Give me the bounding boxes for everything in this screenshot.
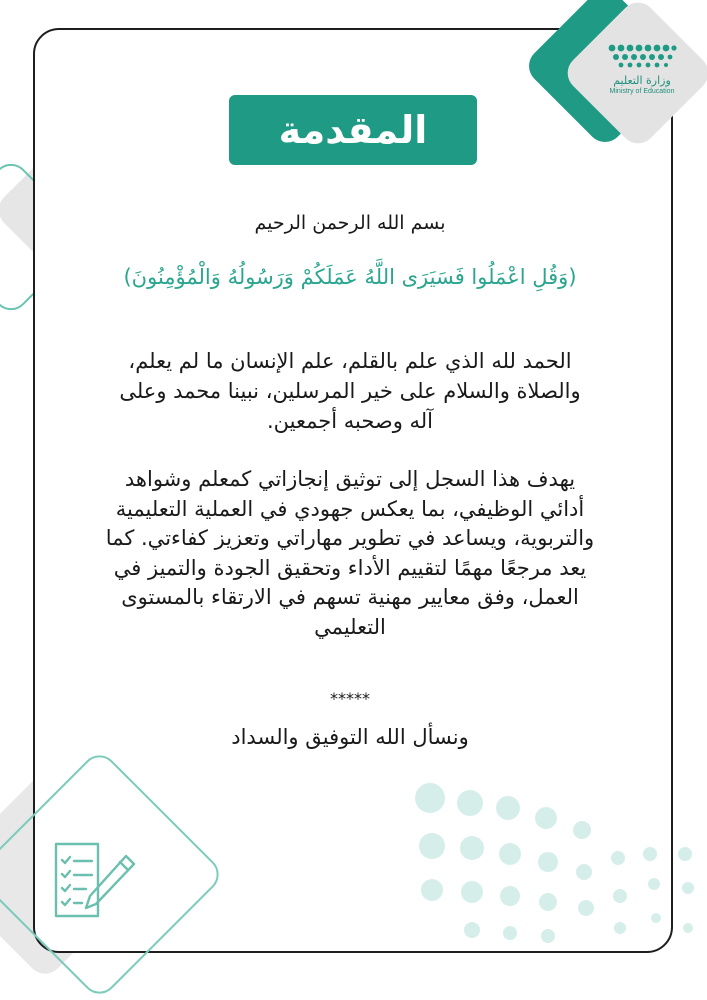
logo-name-arabic: وزارة التعليم	[613, 74, 671, 87]
basmala: بسم الله الرحمن الرحيم	[254, 212, 446, 234]
intro-paragraph: الحمد لله الذي علم بالقلم، علم الإنسان ما لم يعلم، والصلاة والسلام على خير المرسلين، نبينا محمد وعلى آله وصحبه أجمعين.	[119, 349, 581, 433]
purpose-paragraph: يهدف هذا السجل إلى توثيق إنجازاتي كمعلم وشواهد أدائي الوظيفي، بما يعكس جهودي في العملية التعليمية والتربوية، ويساعد في تطوير مهاراتي وتعزيز كفاءتي. كما يعد مرجعًا مهمًا لتقييم الأداء وتحقيق الجودة والتميز في العمل، وفق معايير مهنية تسهم في الارتقاء بالمستوى التعليمي	[105, 467, 595, 639]
ministry-logo	[596, 42, 688, 112]
logo-name-english: Ministry of Education	[609, 88, 675, 95]
separator: *****	[330, 689, 370, 708]
decor-dots-icon	[410, 778, 700, 948]
closing-prayer: ونسأل الله التوفيق والسداد	[231, 725, 469, 749]
document-pen-icon	[48, 838, 138, 928]
verse-text: وَقُلِ اعْمَلُوا فَسَيَرَى اللَّهُ عَمَلَكُمْ وَرَسُولُهُ وَالْمُؤْمِنُونَ	[131, 265, 569, 289]
page-title: المقدمة	[229, 95, 477, 165]
quran-verse: (وَقُلِ اعْمَلُوا فَسَيَرَى اللَّهُ عَمَلَكُمْ وَرَسُولُهُ وَالْمُؤْمِنُونَ)	[123, 265, 577, 289]
ministry-dots-icon	[606, 42, 678, 70]
